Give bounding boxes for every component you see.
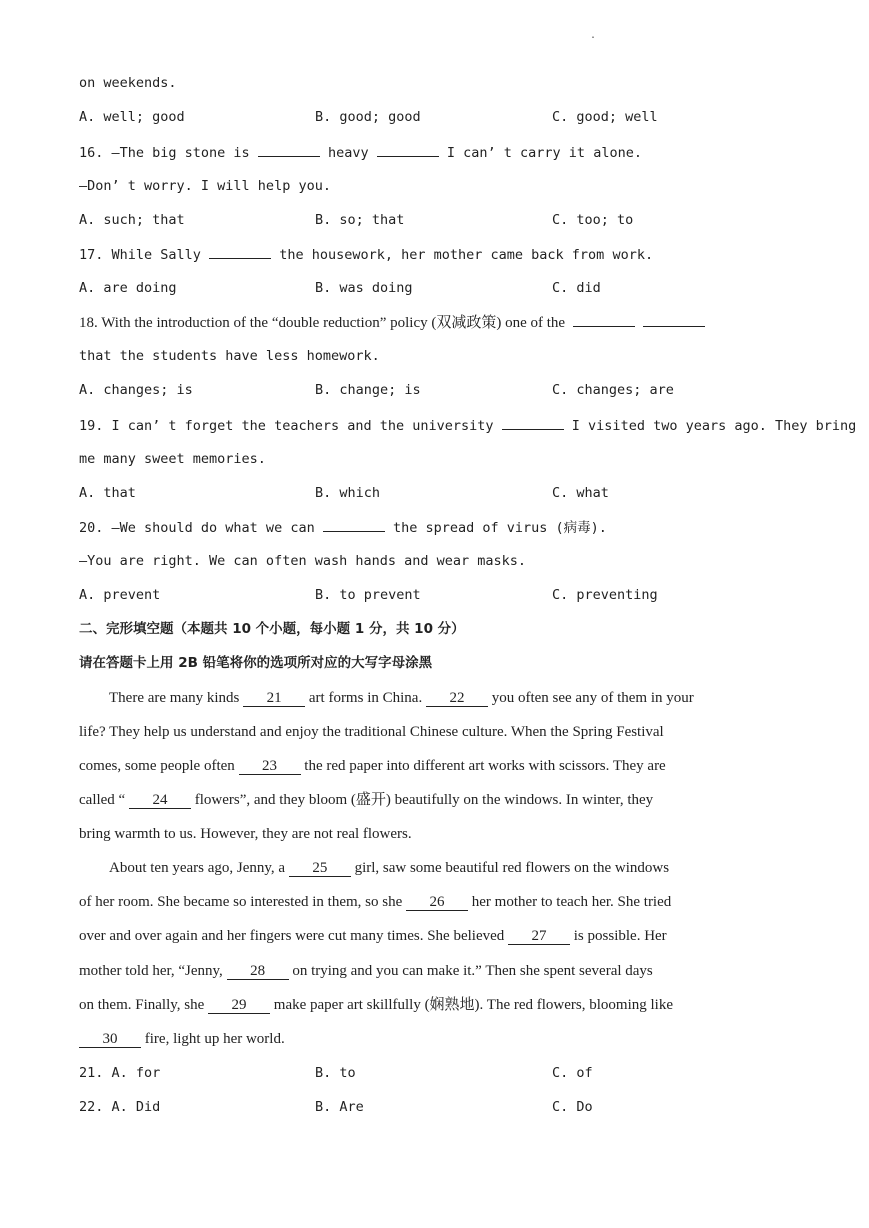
passage-text: fire, light up her world. <box>144 1031 285 1047</box>
passage-text: make paper art skillfully (娴熟地). The red flowers, blooming like <box>273 997 673 1013</box>
q18-line2: that the students have less homework. <box>79 348 380 364</box>
passage-p2-line1 <box>109 858 791 878</box>
q19-blank <box>502 415 564 430</box>
q17-stem <box>79 244 791 265</box>
q15-tail: on weekends. <box>79 75 177 91</box>
q19-option-b: B. which <box>315 485 381 501</box>
q19-option-a: A. that <box>79 485 136 501</box>
q16-reply: —Don’ t worry. I will help you. <box>79 178 331 194</box>
blank-22: 22 <box>426 690 488 707</box>
q22-option-b: B. Are <box>315 1099 364 1115</box>
passage-text: comes, some people often <box>79 758 235 774</box>
q16-stem-part1: 16. —The big stone is <box>79 145 250 161</box>
passage-text: on them. Finally, she <box>79 997 205 1013</box>
q15-option-c: C. good; well <box>552 109 658 125</box>
blank-29: 29 <box>208 997 270 1014</box>
passage-text: flowers”, and they bloom (盛开) beautifully on the windows. In winter, they <box>194 792 654 808</box>
q19-option-c: C. what <box>552 485 609 501</box>
passage-p2-line6 <box>79 1029 791 1049</box>
q17-blank <box>209 244 271 259</box>
q18-option-a: A. changes; is <box>79 382 193 398</box>
q20-option-c: C. preventing <box>552 587 658 603</box>
passage-text: About ten years ago, Jenny, a <box>109 860 286 876</box>
q21-option-c: C. of <box>552 1065 593 1081</box>
blank-24: 24 <box>129 792 191 809</box>
passage-p2-line3 <box>79 926 791 946</box>
passage-p2-line5 <box>79 995 791 1015</box>
q20-stem-part1: 20. —We should do what we can <box>79 520 315 536</box>
section2-instruction: 请在答题卡上用 2B 铅笔将你的选项所对应的大写字母涂黑 <box>79 655 433 671</box>
q18-stem-part1: 18. With the introduction of the “double reduction” policy (双减政策) one of the <box>79 315 566 331</box>
q15-option-b: B. good; good <box>315 109 421 125</box>
q22-option-a: 22. A. Did <box>79 1099 161 1115</box>
q16-stem-part3: I can’ t carry it alone. <box>446 145 642 161</box>
passage-p1-line5: bring warmth to us. However, they are not real flowers. <box>79 826 412 842</box>
q16-stem-part2: heavy <box>327 145 369 161</box>
q16-stem <box>79 142 791 163</box>
passage-text: mother told her, “Jenny, <box>79 963 223 979</box>
passage-p2-line2 <box>79 892 791 912</box>
q20-blank <box>323 517 385 532</box>
q20-reply: —You are right. We can often wash hands and wear masks. <box>79 553 527 569</box>
blank-30: 30 <box>79 1031 141 1048</box>
q15-option-a: A. well; good <box>79 109 185 125</box>
q20-stem <box>79 517 791 538</box>
passage-text: is possible. Her <box>573 928 667 944</box>
q21-option-b: B. to <box>315 1065 356 1081</box>
passage-text: called “ <box>79 792 126 808</box>
q17-stem-part1: 17. While Sally <box>79 247 201 263</box>
q20-option-a: A. prevent <box>79 587 161 603</box>
passage-text: There are many kinds <box>109 690 240 706</box>
q20-stem-part2: the spread of virus (病毒). <box>392 520 607 536</box>
q18-option-b: B. change; is <box>315 382 421 398</box>
q19-stem <box>79 415 857 436</box>
blank-21: 21 <box>243 690 305 707</box>
q19-line2: me many sweet memories. <box>79 451 266 467</box>
q20-option-b: B. to prevent <box>315 587 421 603</box>
q18-blank-2 <box>643 312 705 327</box>
page-marker: . <box>590 30 597 41</box>
q19-stem-part2: I visited two years ago. They bring <box>571 418 857 434</box>
q17-option-b: B. was doing <box>315 280 413 296</box>
passage-p1-line3 <box>79 756 791 776</box>
blank-23: 23 <box>239 758 301 775</box>
q16-option-c: C. too; to <box>552 212 634 228</box>
q17-option-c: C. did <box>552 280 601 296</box>
passage-text: on trying and you can make it.” Then she spent several days <box>292 963 653 979</box>
q17-stem-part2: the housework, her mother came back from work. <box>279 247 654 263</box>
q16-blank-1 <box>258 142 320 157</box>
passage-text: art forms in China. <box>308 690 423 706</box>
passage-p1-line4 <box>79 790 791 810</box>
passage-text: her mother to teach her. She tried <box>471 894 672 910</box>
blank-25: 25 <box>289 860 351 877</box>
q16-blank-2 <box>377 142 439 157</box>
q16-option-b: B. so; that <box>315 212 405 228</box>
section2-title: 二、完形填空题（本题共 10 个小题，每小题 1 分，共 10 分） <box>79 621 465 637</box>
q18-blank-1 <box>573 312 635 327</box>
passage-p2-line4 <box>79 961 791 981</box>
blank-28: 28 <box>227 963 289 980</box>
q19-stem-part1: 19. I can’ t forget the teachers and the university <box>79 418 494 434</box>
passage-text: of her room. She became so interested in them, so she <box>79 894 403 910</box>
q16-option-a: A. such; that <box>79 212 185 228</box>
passage-text: over and over again and her fingers were cut many times. She believed <box>79 928 505 944</box>
passage-text: the red paper into different art works with scissors. They are <box>304 758 666 774</box>
passage-p1-line1 <box>109 688 791 708</box>
passage-p1-line2: life? They help us understand and enjoy the traditional Chinese culture. When the Spring Festival <box>79 724 664 740</box>
q22-option-c: C. Do <box>552 1099 593 1115</box>
passage-text: you often see any of them in your <box>491 690 694 706</box>
blank-27: 27 <box>508 928 570 945</box>
q21-option-a: 21. A. for <box>79 1065 161 1081</box>
blank-26: 26 <box>406 894 468 911</box>
passage-text: girl, saw some beautiful red flowers on the windows <box>354 860 670 876</box>
q18-stem <box>79 312 791 333</box>
q18-option-c: C. changes; are <box>552 382 674 398</box>
q17-option-a: A. are doing <box>79 280 177 296</box>
